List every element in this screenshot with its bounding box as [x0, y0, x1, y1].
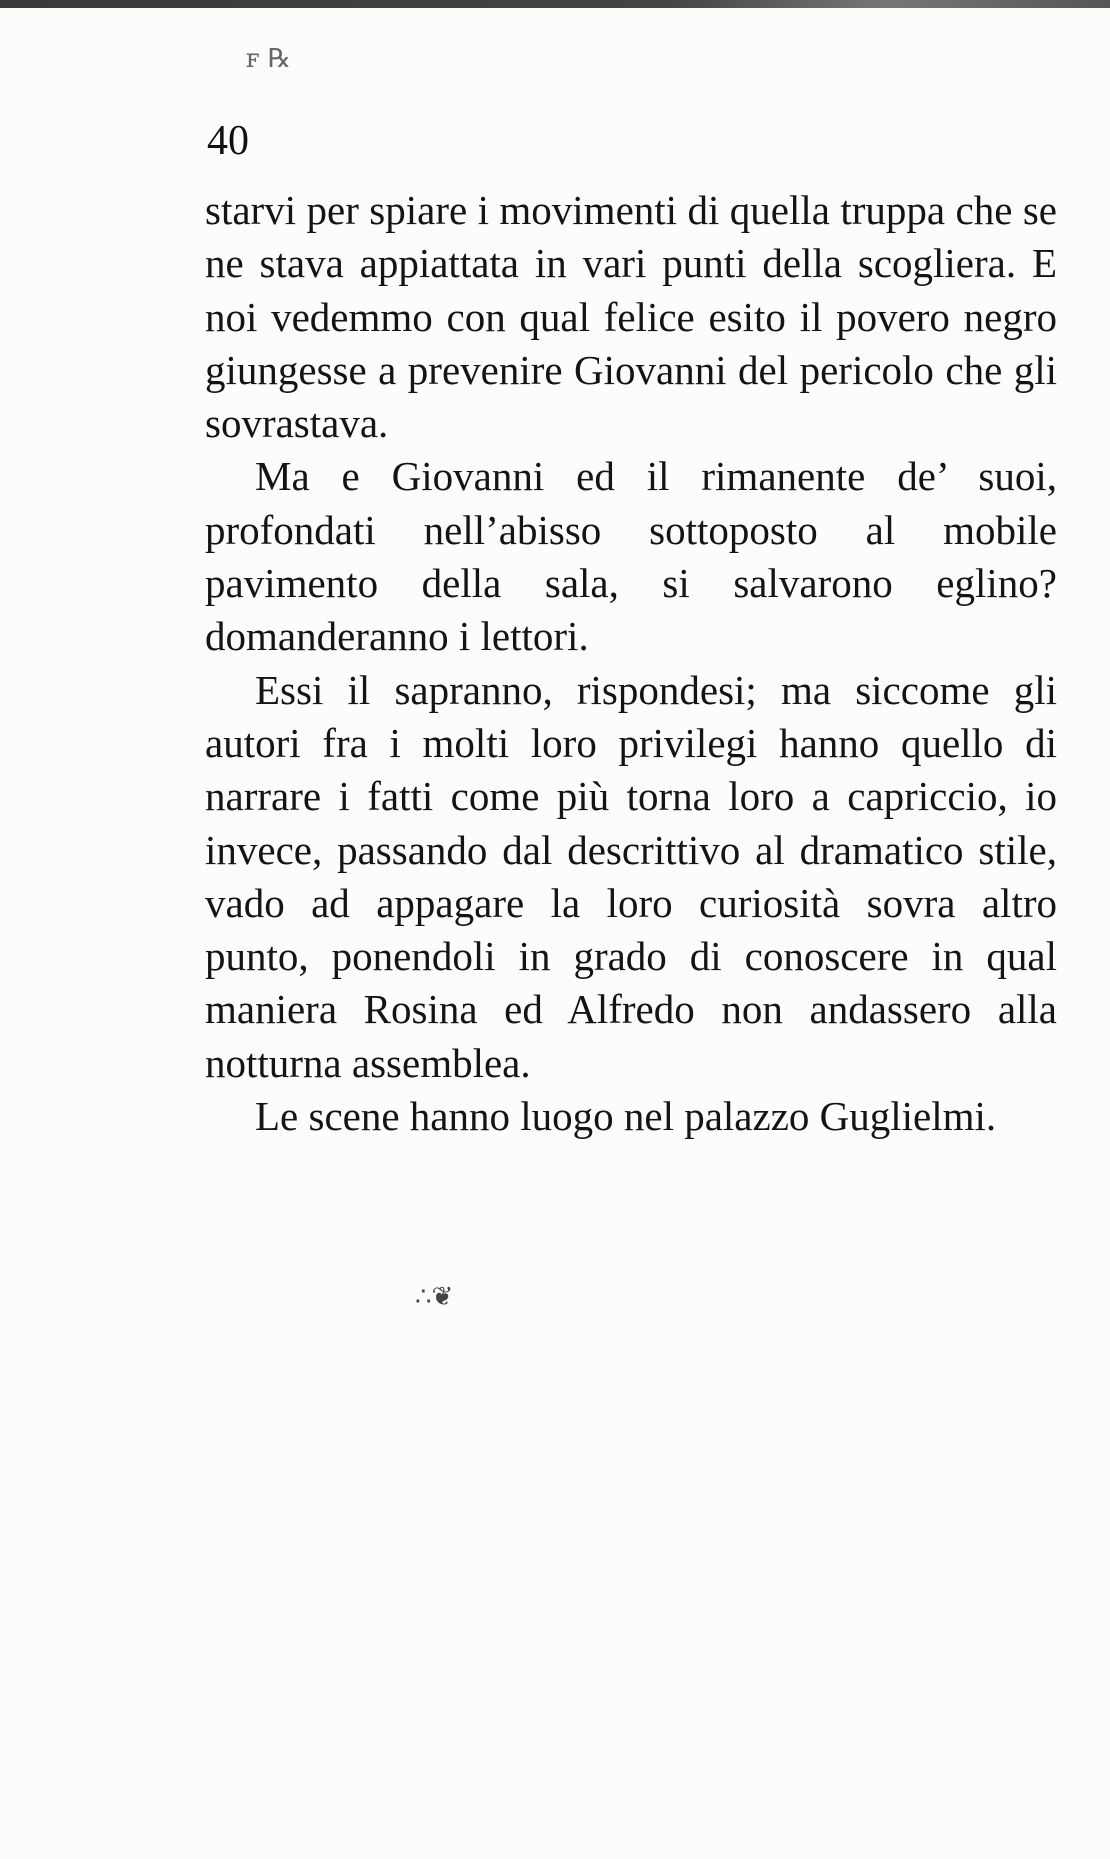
paragraph-4: Le scene hanno luogo nel palazzo Guglielmi.: [255, 1093, 997, 1140]
paragraph-1: starvi per spiare i movimenti di quella truppa che se ne stava appiattata in vari punti della scogliera. E noi vedemmo con qual felice esito il povero negro giungesse a prevenire Giovanni del pericolo che gli sovrastava.: [205, 187, 1057, 447]
page-number: 40: [207, 118, 249, 164]
end-ornament-icon: ∴❦: [415, 1282, 454, 1312]
page-top-edge: [0, 0, 1110, 8]
scan-mark: ꜰ ℞: [246, 44, 291, 74]
paragraph-3: Essi il sapranno, rispondesi; ma siccome gli autori fra i molti loro privilegi hanno quello di narrare i fatti come più torna loro a capriccio, io invece, passando dal descrittivo al dramatico stile, vado ad appagare la loro curiosità sovra altro punto, ponendoli in grado di conoscere in qual maniera Rosina ed Alfredo non andassero alla notturna assemblea.: [205, 666, 1057, 1086]
paragraph-2: Ma e Giovanni ed il rimanente de’ suoi, profondati nell’abisso sottoposto al mobile pavimento della sala, si salvarono eglino? domanderanno i lettori.: [205, 453, 1057, 660]
body-text: [205, 184, 1057, 1143]
